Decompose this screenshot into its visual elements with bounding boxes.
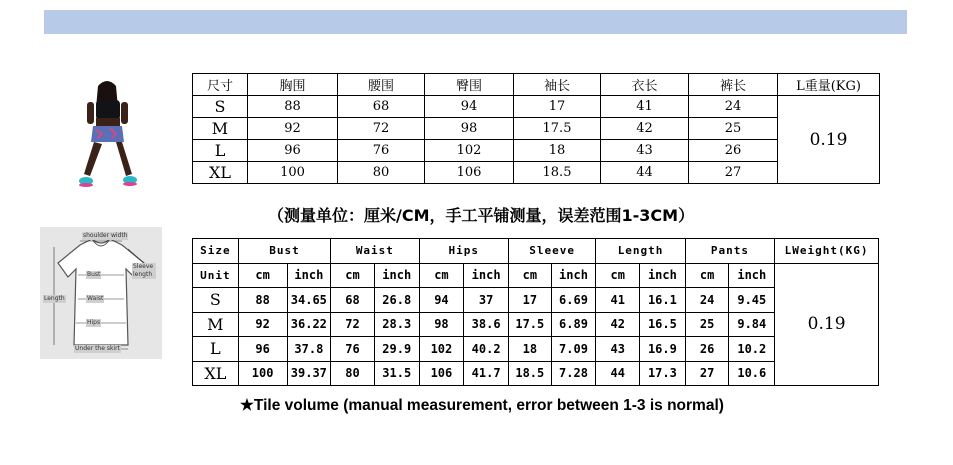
value-cell: 43 xyxy=(601,140,689,162)
value-cell: 68 xyxy=(331,288,375,313)
header-cell: Waist xyxy=(331,239,419,264)
header-cell: 袖长 xyxy=(514,74,601,96)
value-cell: 6.69 xyxy=(551,288,596,313)
value-cell: 94 xyxy=(419,288,464,313)
size-cell: L xyxy=(193,140,248,162)
model-figure xyxy=(79,81,137,187)
table-row xyxy=(193,96,880,118)
value-cell: 72 xyxy=(338,118,425,140)
unit-cell: inch xyxy=(729,263,775,288)
header-cell: LWeight(KG) xyxy=(775,239,879,264)
header-cell: 衣长 xyxy=(601,74,689,96)
value-cell: 44 xyxy=(596,361,640,386)
value-cell: 10.2 xyxy=(729,337,775,362)
value-cell: 96 xyxy=(238,337,287,362)
value-cell: 28.3 xyxy=(374,312,419,337)
table-row xyxy=(193,140,880,162)
value-cell: 18 xyxy=(508,337,551,362)
value-cell: 16.9 xyxy=(640,337,686,362)
value-cell: 17.5 xyxy=(508,312,551,337)
table-row xyxy=(193,118,880,140)
unit-cell: cm xyxy=(508,263,551,288)
size-cell: XL xyxy=(193,162,248,184)
weight-cell: 0.19 xyxy=(775,263,879,386)
value-cell: 40.2 xyxy=(464,337,509,362)
value-cell: 37.8 xyxy=(287,337,331,362)
value-cell: 100 xyxy=(248,162,338,184)
value-cell: 25 xyxy=(689,118,778,140)
diagram-label-shoulder: shoulder width xyxy=(83,232,128,239)
value-cell: 31.5 xyxy=(374,361,419,386)
value-cell: 26 xyxy=(685,337,729,362)
measurement-note-cn: （测量单位：厘米/CM，手工平铺测量，误差范围1-3CM） xyxy=(268,206,695,225)
value-cell: 42 xyxy=(596,312,640,337)
size-cell: S xyxy=(193,288,239,313)
value-cell: 106 xyxy=(419,361,464,386)
value-cell: 41 xyxy=(601,96,689,118)
value-cell: 76 xyxy=(331,337,375,362)
value-cell: 44 xyxy=(601,162,689,184)
unit-cell: inch xyxy=(640,263,686,288)
value-cell: 94 xyxy=(425,96,514,118)
value-cell: 72 xyxy=(331,312,375,337)
value-cell: 26 xyxy=(689,140,778,162)
value-cell: 102 xyxy=(425,140,514,162)
unit-cell: inch xyxy=(374,263,419,288)
header-cell: 胸围 xyxy=(248,74,338,96)
value-cell: 29.9 xyxy=(374,337,419,362)
header-cell: Pants xyxy=(685,239,774,264)
size-table-en xyxy=(192,238,879,386)
header-cell: Bust xyxy=(238,239,330,264)
unit-cell: cm xyxy=(331,263,375,288)
header-cell: 尺寸 xyxy=(193,74,248,96)
garment-outline-icon xyxy=(40,227,162,359)
header-cell: Hips xyxy=(419,239,508,264)
value-cell: 42 xyxy=(601,118,689,140)
size-cell: S xyxy=(193,96,248,118)
value-cell: 68 xyxy=(338,96,425,118)
value-cell: 80 xyxy=(331,361,375,386)
value-cell: 16.5 xyxy=(640,312,686,337)
header-row xyxy=(193,239,879,264)
header-cell: Length xyxy=(596,239,685,264)
value-cell: 17 xyxy=(508,288,551,313)
diagram-label-waist: Waist xyxy=(87,295,104,302)
table-row xyxy=(193,162,880,184)
value-cell: 38.6 xyxy=(464,312,509,337)
value-cell: 106 xyxy=(425,162,514,184)
value-cell: 18.5 xyxy=(514,162,601,184)
value-cell: 98 xyxy=(419,312,464,337)
unit-cell: inch xyxy=(551,263,596,288)
unit-label: Unit xyxy=(193,263,239,288)
value-cell: 27 xyxy=(685,361,729,386)
value-cell: 43 xyxy=(596,337,640,362)
value-cell: 98 xyxy=(425,118,514,140)
unit-row xyxy=(193,263,879,288)
value-cell: 92 xyxy=(238,312,287,337)
value-cell: 7.28 xyxy=(551,361,596,386)
value-cell: 9.45 xyxy=(729,288,775,313)
model-photo xyxy=(76,78,146,198)
unit-cell: cm xyxy=(596,263,640,288)
value-cell: 80 xyxy=(338,162,425,184)
value-cell: 18 xyxy=(514,140,601,162)
unit-cell: inch xyxy=(287,263,331,288)
value-cell: 102 xyxy=(419,337,464,362)
value-cell: 39.37 xyxy=(287,361,331,386)
value-cell: 27 xyxy=(689,162,778,184)
unit-cell: cm xyxy=(238,263,287,288)
value-cell: 10.6 xyxy=(729,361,775,386)
value-cell: 36.22 xyxy=(287,312,331,337)
value-cell: 24 xyxy=(689,96,778,118)
measurement-note-en: ★Tile volume (manual measurement, error between 1-3 is normal) xyxy=(240,397,724,414)
value-cell: 88 xyxy=(238,288,287,313)
diagram-label-hips: Hips xyxy=(87,319,101,326)
value-cell: 92 xyxy=(248,118,338,140)
unit-cell: inch xyxy=(464,263,509,288)
value-cell: 100 xyxy=(238,361,287,386)
measurement-diagram xyxy=(40,227,162,359)
value-cell: 24 xyxy=(685,288,729,313)
diagram-label-under: Under the skirt xyxy=(75,345,120,352)
value-cell: 17.5 xyxy=(514,118,601,140)
weight-cell: 0.19 xyxy=(778,96,880,184)
value-cell: 96 xyxy=(248,140,338,162)
diagram-label-sleeve: Sleeve length xyxy=(132,263,156,279)
value-cell: 37 xyxy=(464,288,509,313)
value-cell: 7.09 xyxy=(551,337,596,362)
header-cell: 腰围 xyxy=(338,74,425,96)
value-cell: 17.3 xyxy=(640,361,686,386)
value-cell: 9.84 xyxy=(729,312,775,337)
value-cell: 41.7 xyxy=(464,361,509,386)
size-cell: M xyxy=(193,118,248,140)
header-cell: 裤长 xyxy=(689,74,778,96)
header-cell: Sleeve xyxy=(508,239,595,264)
value-cell: 88 xyxy=(248,96,338,118)
value-cell: 34.65 xyxy=(287,288,331,313)
size-cell: M xyxy=(193,312,239,337)
header-cell: L重量(KG) xyxy=(778,74,880,96)
value-cell: 25 xyxy=(685,312,729,337)
unit-cell: cm xyxy=(419,263,464,288)
value-cell: 17 xyxy=(514,96,601,118)
value-cell: 26.8 xyxy=(374,288,419,313)
header-cell: Size xyxy=(193,239,239,264)
size-cell: XL xyxy=(193,361,239,386)
diagram-label-length: Length xyxy=(44,295,65,302)
value-cell: 18.5 xyxy=(508,361,551,386)
value-cell: 16.1 xyxy=(640,288,686,313)
value-cell: 76 xyxy=(338,140,425,162)
top-banner xyxy=(44,10,907,34)
header-cell: 臀围 xyxy=(425,74,514,96)
size-table-cn xyxy=(192,73,880,184)
value-cell: 41 xyxy=(596,288,640,313)
value-cell: 6.89 xyxy=(551,312,596,337)
size-cell: L xyxy=(193,337,239,362)
header-row xyxy=(193,74,880,96)
unit-cell: cm xyxy=(685,263,729,288)
diagram-label-bust: Bust xyxy=(87,271,101,278)
